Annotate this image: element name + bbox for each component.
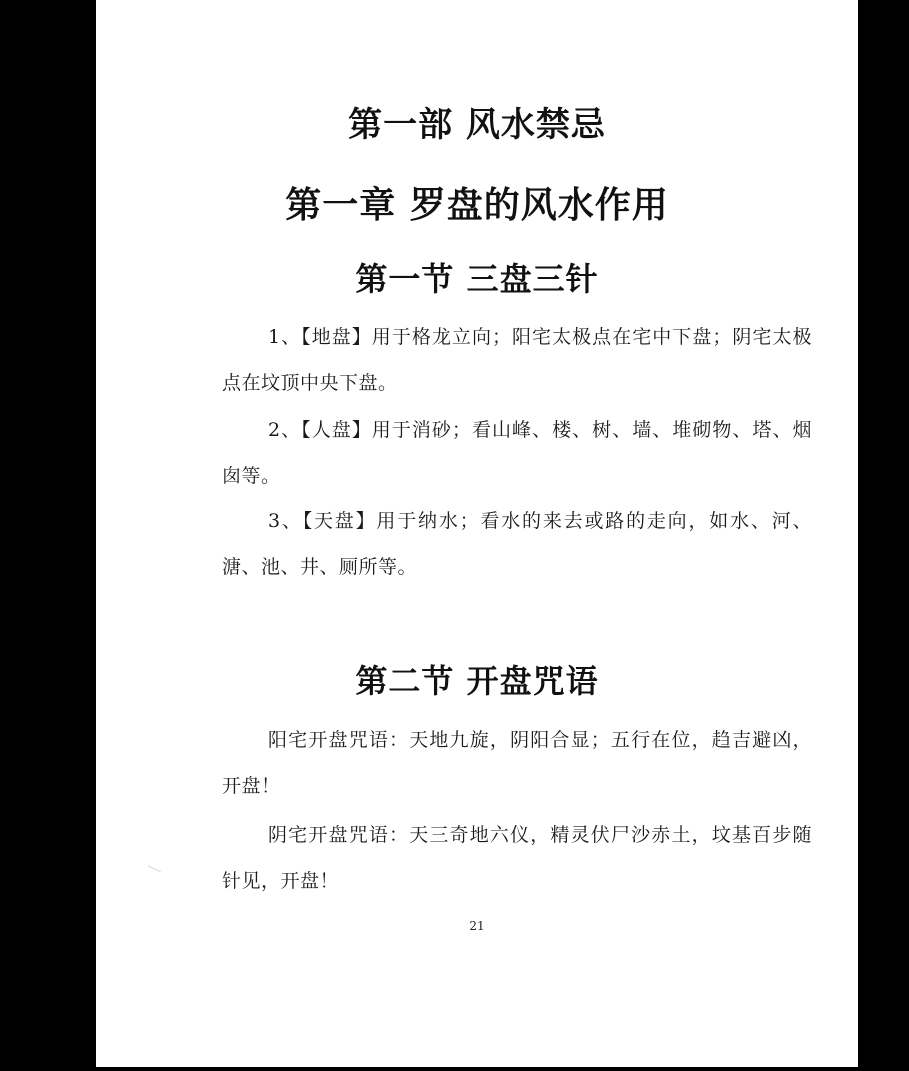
section-1-item-2: 2、【人盘】用于消砂；看山峰、楼、树、墙、堆砌物、塔、烟囱等。: [222, 419, 812, 487]
part-title: 第一部 风水禁忌: [348, 105, 606, 145]
section-1-item-3: 3、【天盘】用于纳水；看水的来去或路的走向，如水、河、溏、池、井、厕所等。: [222, 510, 812, 578]
chapter-title: 第一章 罗盘的风水作用: [285, 185, 669, 226]
section-2-item-2: 阴宅开盘咒语：天三奇地六仪，精灵伏尸沙赤土，坟基百步随针见，开盘！: [222, 824, 812, 892]
page-bottom-edge: [96, 1067, 858, 1071]
section-1-heading: 第一节 三盘三针: [355, 260, 599, 298]
document-page: [96, 0, 858, 1067]
section-2-heading: 第二节 开盘咒语: [355, 662, 599, 700]
page-number: 21: [469, 919, 485, 933]
scan-speck: [145, 865, 161, 877]
section-1-item-1: 1、【地盘】用于格龙立向；阳宅太极点在宅中下盘；阴宅太极点在坟顶中央下盘。: [222, 326, 812, 394]
section-2-item-1: 阳宅开盘咒语：天地九旋，阴阳合显；五行在位，趋吉避凶，开盘！: [222, 729, 812, 797]
